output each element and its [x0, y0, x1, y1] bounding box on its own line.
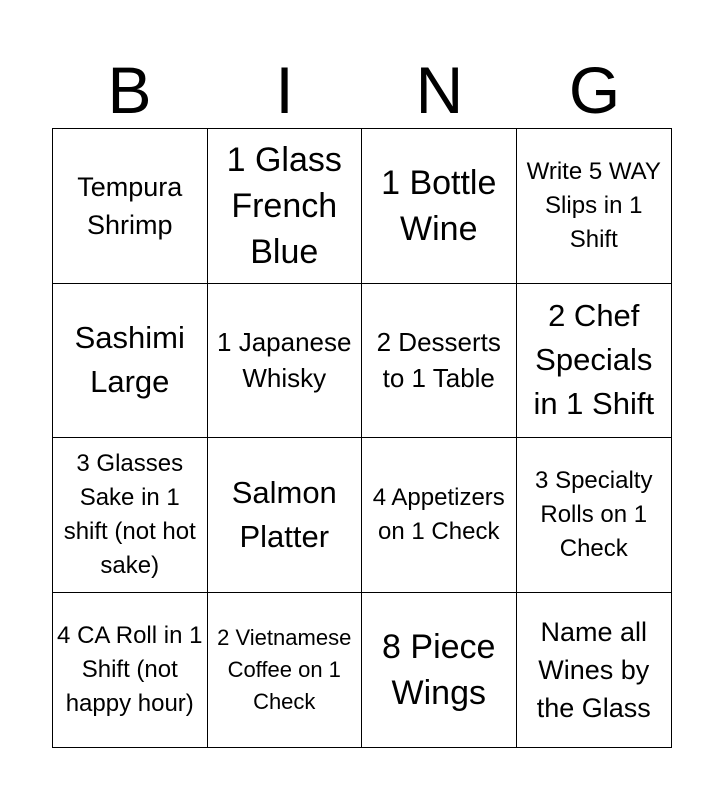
- bingo-cell[interactable]: [517, 593, 672, 748]
- bingo-cell[interactable]: [517, 129, 672, 284]
- bingo-cell[interactable]: [517, 438, 672, 593]
- cell-text: Salmon Platter: [231, 474, 337, 554]
- cell-text: 8 Piece Wings: [382, 627, 496, 712]
- header-letter-i: I: [275, 53, 294, 127]
- bingo-cell[interactable]: [208, 438, 363, 593]
- bingo-cell[interactable]: [517, 284, 672, 439]
- header-letter-g: G: [568, 53, 621, 127]
- cell-text: 4 Appetizers on 1 Check: [372, 483, 505, 545]
- bingo-cell[interactable]: [53, 593, 208, 748]
- header-letter-n: N: [415, 53, 464, 127]
- bingo-cell[interactable]: [53, 129, 208, 284]
- cell-text: 3 Glasses Sake in 1 shift (not hot sake): [63, 449, 196, 579]
- bingo-cell[interactable]: [53, 438, 208, 593]
- header-letter-b: B: [107, 53, 152, 127]
- bingo-header: [52, 52, 672, 128]
- bingo-cell[interactable]: [362, 438, 517, 593]
- bingo-cell[interactable]: [208, 129, 363, 284]
- bingo-cell[interactable]: [362, 593, 517, 748]
- bingo-cell[interactable]: [208, 284, 363, 439]
- cell-text: 2 Vietnamese Coffee on 1 Check: [217, 624, 352, 714]
- bingo-grid: [52, 128, 672, 748]
- cell-text: 2 Desserts to 1 Table: [376, 327, 501, 394]
- bingo-cell[interactable]: [208, 593, 363, 748]
- cell-text: Write 5 WAY Slips in 1 Shift: [526, 157, 661, 253]
- cell-text: 4 CA Roll in 1 Shift (not happy hour): [57, 621, 203, 717]
- cell-text: 3 Specialty Rolls on 1 Check: [535, 466, 653, 562]
- cell-text: 1 Japanese Whisky: [217, 327, 352, 394]
- cell-text: Sashimi Large: [74, 320, 185, 400]
- cell-text: 1 Glass French Blue: [226, 140, 342, 271]
- cell-text: Tempura Shrimp: [77, 171, 183, 240]
- bingo-cell[interactable]: [362, 284, 517, 439]
- bingo-cell[interactable]: [53, 284, 208, 439]
- cell-text: 2 Chef Specials in 1 Shift: [533, 298, 655, 422]
- cell-text: 1 Bottle Wine: [381, 163, 497, 248]
- cell-text: Name all Wines by the Glass: [536, 616, 651, 723]
- bingo-cell[interactable]: [362, 129, 517, 284]
